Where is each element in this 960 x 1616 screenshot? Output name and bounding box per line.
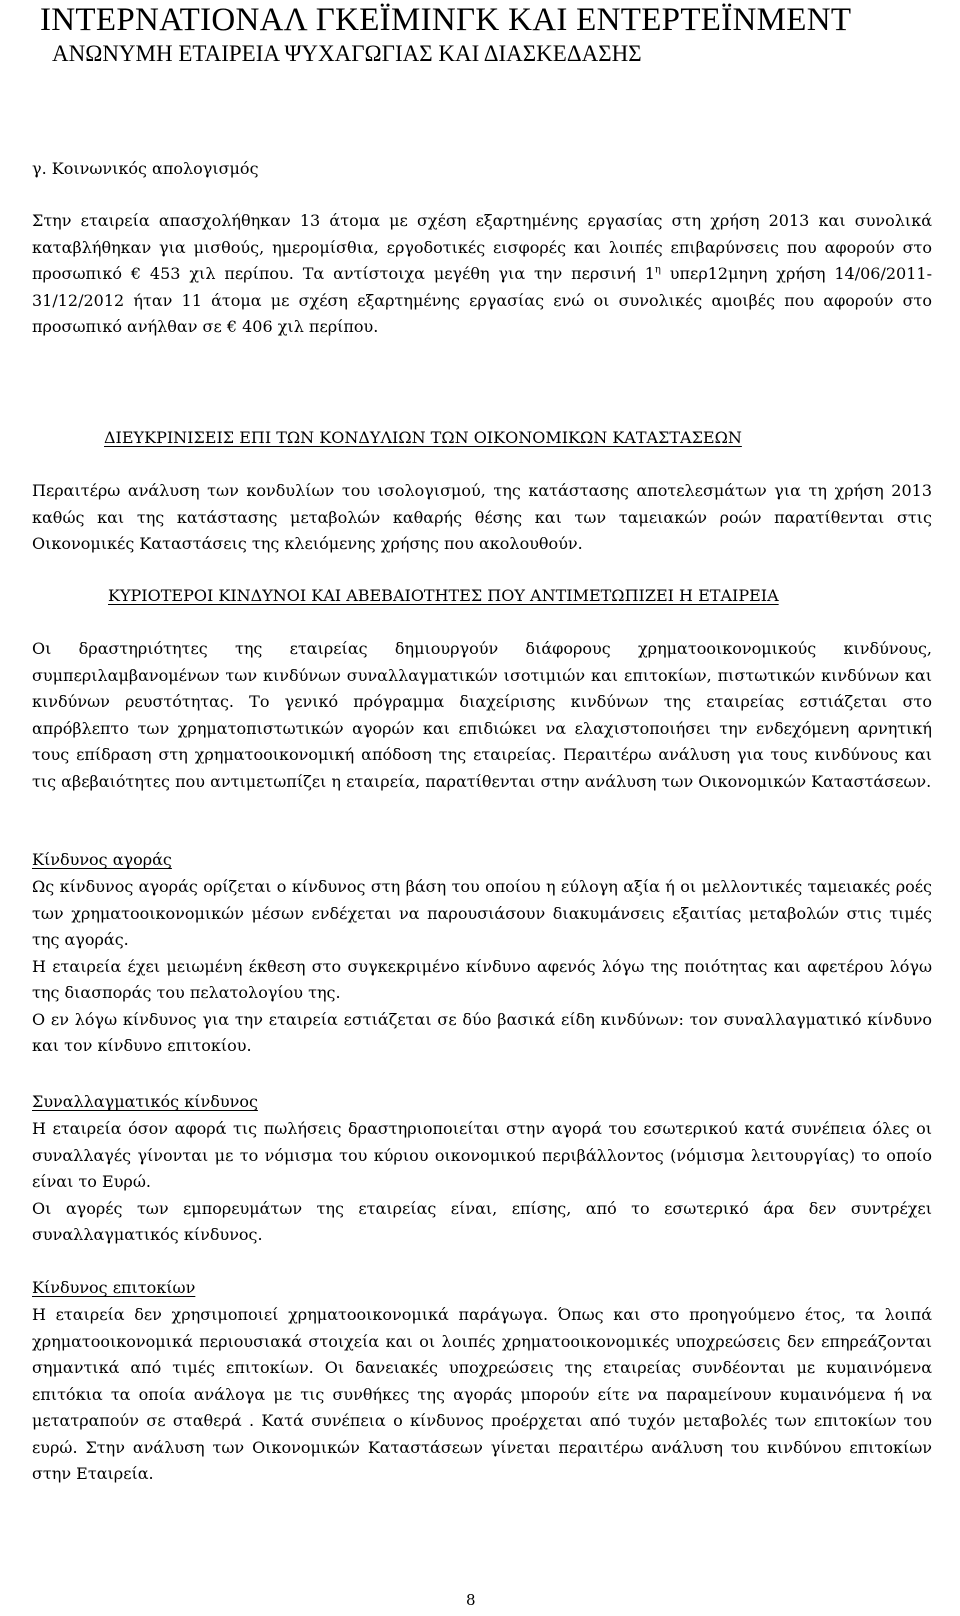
market-risk-heading: Κίνδυνος αγοράς: [32, 850, 172, 869]
fx-risk-heading: Συναλλαγματικός κίνδυνος: [32, 1092, 258, 1111]
company-title: ΙΝΤΕΡΝΑΤΙΟΝΑΛ ΓΚΕΪΜΙΝΓΚ ΚΑΙ ΕΝΤΕΡΤΕΪΝΜΕΝΤ: [40, 2, 852, 38]
interest-risk-section: [32, 1302, 932, 1488]
social-report-text-part2: υπερ12μηνη χρήση 14/06/2011-31/12/2012 ήταν 11 άτομα με σχέση εξαρτημένης εργασίας ενώ οι συνολικές αμοιβές που αφορούν στο προσωπικό ανήλθαν σε € 406 χιλ περίπου.: [32, 264, 933, 336]
market-risk-p2: Η εταιρεία έχει μειωμένη έκθεση στο συγκεκριμένο κίνδυνο αφενός λόγω της ποιότητας και αφετέρου λόγω της διασποράς του πελατολογίου της.: [32, 956, 932, 1002]
risks-text: Οι δραστηριότητες της εταιρείας δημιουργούν διάφορους χρηματοοικονομικούς κινδύνους, συμπεριλαμβανομένων των κινδύνων συναλλαγματικών ισοτιμιών και επιτοκίων, πιστωτικών κινδύνων και κινδύνων ρευστότητας. Το γενικό πρόγραμμα διαχείρισης κινδύνων της εταιρείας εστιάζεται στο απρόβλεπτο των χρηματοπιστωτικών αγορών και επιδιώκει να ελαχιστοποιήσει την ενδεχόμενη αρνητική τους επίδραση στη χρηματοοικονομική απόδοση της εταιρείας. Περαιτέρω ανάλυση για τους κινδύνους και τις αβεβαιότητες που αντιμετωπίζει η εταιρεία, παρατίθενται στην ανάλυση των Οικονομικών Καταστάσεων.: [32, 639, 932, 791]
fx-risk-p2: Οι αγορές των εμπορευμάτων της εταιρείας είναι, επίσης, από το εσωτερικό άρα δεν συντρέχει συναλλαγματικός κίνδυνος.: [32, 1198, 932, 1244]
risks-heading: ΚΥΡΙΟΤΕΡΟΙ ΚΙΝΔΥΝΟΙ ΚΑΙ ΑΒΕΒΑΙΟΤΗΤΕΣ ΠΟΥ ΑΝΤΙΜΕΤΩΠΙΖΕΙ Η ΕΤΑΙΡΕΙΑ: [108, 586, 779, 605]
interest-risk-heading: Κίνδυνος επιτοκίων: [32, 1278, 196, 1297]
risks-paragraph: [32, 636, 932, 795]
social-report-paragraph: [32, 208, 932, 341]
clarifications-heading: ΔΙΕΥΚΡΙΝΙΣΕΙΣ ΕΠΙ ΤΩΝ ΚΟΝΔΥΛΙΩΝ ΤΩΝ ΟΙΚΟΝΟΜΙΚΩΝ ΚΑΤΑΣΤΑΣΕΩΝ: [104, 428, 742, 447]
clarifications-paragraph: [32, 478, 932, 558]
interest-risk-p1: Η εταιρεία δεν χρησιμοποιεί χρηματοοικονομικά παράγωγα. Όπως και στο προηγούμενο έτος, τα λοιπά χρηματοοικονομικά περιουσιακά στοιχεία και οι λοιπές χρηματοοικονομικές υποχρεώσεις δεν επηρεάζονται σημαντικά από τιμές επιτοκίων. Οι δανειακές υποχρεώσεις της εταιρείας συνδέονται με κυμαινόμενα επιτόκια τα οποία ανάλογα με τις συνθήκες της αγοράς μπορούν είτε να παραμείνουν κυμαινόμενα ή να μετατραπούν σε σταθερά . Κατά συνέπεια ο κίνδυνος προέρχεται από τυχόν μεταβολές των επιτοκίων του ευρώ. Στην ανάλυση των Οικονομικών Καταστάσεων γίνεται περαιτέρω ανάλυση του κινδύνου επιτοκίων στην Εταιρεία.: [32, 1305, 932, 1483]
social-report-text-part1: Στην εταιρεία απασχολήθηκαν 13 άτομα με σχέση εξαρτημένης εργασίας στη χρήση 2013 και συνολικά καταβλήθηκαν για μισθούς, ημερομίσθια, εργοδοτικές εισφορές και λοιπές επιβαρύνσεις που αφορούν στο προσωπικό € 453 χιλ περίπου. Τα αντίστοιχα μεγέθη για την περσινή 1: [32, 211, 932, 283]
page-number: 8: [466, 1591, 476, 1609]
fx-risk-p1: Η εταιρεία όσον αφορά τις πωλήσεις δραστηριοποιείται στην αγορά του εσωτερικού κατά συνέπεια όλες οι συναλλαγές γίνονται με το νόμισμα του κύριου οικονομικού περιβάλλοντος (νόμισμα λειτουργίας) το οποίο είναι το Ευρώ.: [32, 1119, 932, 1191]
market-risk-section: [32, 874, 932, 1060]
market-risk-p3: Ο εν λόγω κίνδυνος για την εταιρεία εστιάζεται σε δύο βασικά είδη κινδύνων: τον συναλλαγματικό κίνδυνο και τον κίνδυνο επιτοκίου.: [32, 1009, 932, 1055]
clarifications-text: Περαιτέρω ανάλυση των κονδυλίων του ισολογισμού, της κατάστασης αποτελεσμάτων για τη χρήση 2013 καθώς και της κατάστασης μεταβολών καθαρής θέσης και των ταμειακών ροών παρατίθενται στις Οικονομικές Καταστάσεις της κλειόμενης χρήσης που ακολουθούν.: [32, 481, 932, 553]
ordinal-superscript: η: [654, 264, 661, 276]
fx-risk-section: [32, 1116, 932, 1249]
company-subtitle: ΑΝΩΝΥΜΗ ΕΤΑΙΡΕΙΑ ΨΥΧΑΓΩΓΙΑΣ ΚΑΙ ΔΙΑΣΚΕΔΑΣΗΣ: [52, 41, 642, 66]
social-report-heading: γ. Κοινωνικός απολογισμός: [32, 159, 259, 178]
market-risk-p1: Ως κίνδυνος αγοράς ορίζεται ο κίνδυνος στη βάση του οποίου η εύλογη αξία ή οι μελλοντικές ταμειακές ροές των χρηματοοικονομικών μέσων ενδέχεται να παρουσιάσουν διακυμάνσεις εξαιτίας μεταβολών στις τιμές της αγοράς.: [32, 877, 932, 949]
